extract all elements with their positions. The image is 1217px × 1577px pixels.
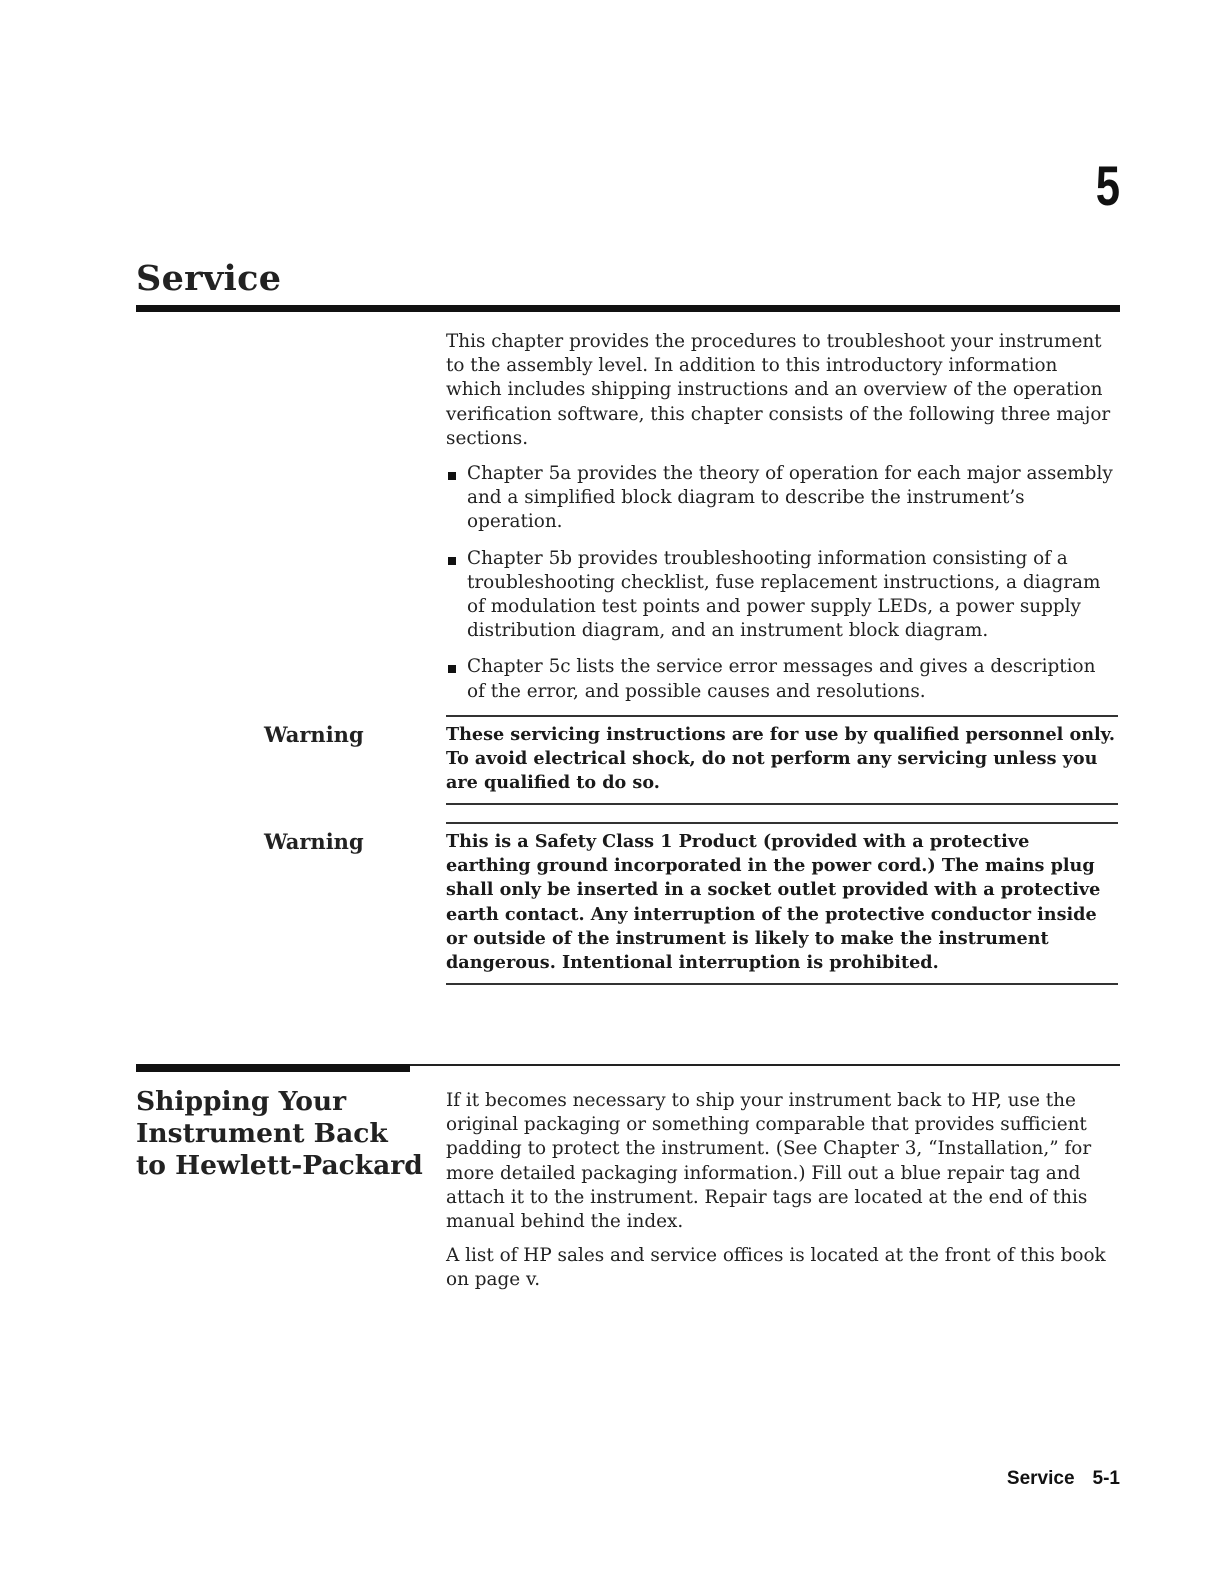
section-heading: Shipping Your Instrument Back to Hewlett-Packard: [136, 1086, 423, 1181]
list-item: [446, 462, 1118, 535]
footer-section: Service: [1006, 1468, 1075, 1489]
bullet-icon: [448, 557, 456, 565]
shipping-paragraph: If it becomes necessary to ship your instrument back to HP, use the original packaging or something comparable that provides sufficient padding to protect the instrument. (See Chapter 3, “Installation,” for more detailed packaging information.) Fill out a blue repair tag and attach it to the instrument. Repair tags are located at the end of this manual behind the index.: [446, 1090, 1092, 1233]
bullet-text: Chapter 5c lists the service error messages and gives a description of the error, and possible causes and resolutions.: [467, 656, 1096, 702]
intro-paragraph: This chapter provides the procedures to troubleshoot your instrument to the assembly level. In addition to this introductory information which includes shipping instructions and an overview of the operation verification software, this chapter consists of the following three major sections.: [446, 331, 1111, 449]
warning-bottom-rule: [446, 983, 1118, 985]
section-rule-accent: [136, 1064, 410, 1072]
bullet-text: Chapter 5b provides troubleshooting information consisting of a troubleshooting checklist, fuse replacement instructions, a diagram of modulation test points and power supply LEDs, a power supply distribution diagram, and an instrument block diagram.: [467, 547, 1101, 642]
section-bullet-list: [446, 462, 1118, 716]
warning-top-rule: [446, 822, 1118, 824]
warning-text: This is a Safety Class 1 Product (provided with a protective earthing ground incorporated in the power cord.) The mains plug shall only be inserted in a socket outlet provided with a protective earth contact. Any interruption of the protective conductor inside or outside of the instrument is likely to make the instrument dangerous. Intentional interruption is prohibited.: [446, 831, 1101, 974]
title-rule: [136, 305, 1120, 312]
warning-bottom-rule: [446, 803, 1118, 805]
bullet-icon: [448, 665, 456, 673]
warning-label: Warning: [264, 722, 364, 747]
page-number: 5-1: [1092, 1468, 1120, 1489]
bullet-icon: [448, 472, 456, 480]
chapter-title: Service: [136, 258, 282, 299]
shipping-paragraph: A list of HP sales and service offices is located at the front of this book on page v.: [446, 1245, 1106, 1291]
warning-top-rule: [446, 715, 1118, 717]
page-footer: [960, 1468, 1120, 1490]
chapter-number: 5: [1095, 154, 1120, 217]
warning-label: Warning: [264, 829, 364, 854]
list-item: [446, 547, 1118, 644]
warning-text: These servicing instructions are for use by qualified personnel only. To avoid electrical shock, do not perform any servicing unless you are qualified to do so.: [446, 724, 1115, 794]
list-item: [446, 655, 1118, 703]
bullet-text: Chapter 5a provides the theory of operation for each major assembly and a simplified block diagram to describe the instrument’s operation.: [467, 463, 1113, 533]
